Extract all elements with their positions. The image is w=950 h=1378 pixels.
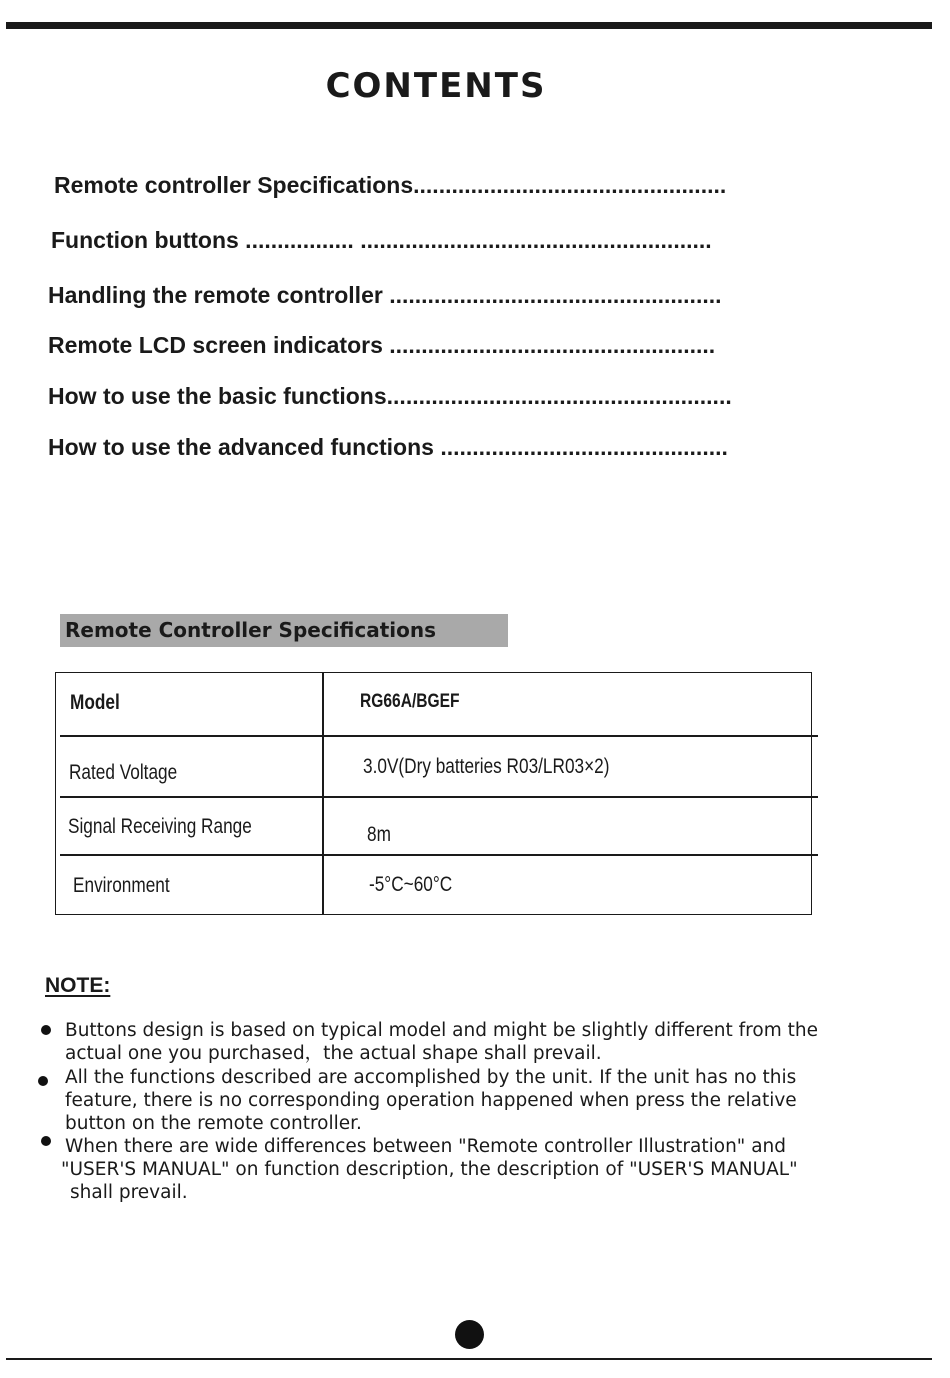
toc-item-label: Remote LCD screen indicators xyxy=(48,332,383,358)
bottom-rule xyxy=(6,1358,932,1360)
table-row-divider xyxy=(60,735,818,737)
note-item xyxy=(65,1019,818,1065)
table-row-divider xyxy=(60,854,818,856)
spec-value-rated-voltage: 3.0V(Dry batteries R03/LR03×2) xyxy=(363,755,610,778)
spec-table xyxy=(55,672,812,915)
note-line: Buttons design is based on typical model and might be slightly different from the xyxy=(65,1020,818,1041)
toc-item-leader: ................................................. xyxy=(413,172,727,198)
top-rule xyxy=(6,22,932,29)
note-line: "USER'S MANUAL" on function description, the description of "USER'S MANUAL" xyxy=(61,1159,798,1180)
note-heading: NOTE: xyxy=(45,974,111,997)
toc-item-leader: ...................................................... xyxy=(386,383,732,409)
toc-item-leader: ................................................... xyxy=(382,332,716,358)
note-line: All the functions described are accomplished by the unit. If the unit has no this xyxy=(65,1067,797,1088)
spec-label-signal-range: Signal Receiving Range xyxy=(68,815,252,838)
toc-item[interactable] xyxy=(48,332,820,359)
note-line: actual one you purchased，the actual shape shall prevail. xyxy=(65,1043,602,1064)
toc-item-label: Function buttons xyxy=(51,227,239,253)
spec-value-environment: -5°C~60°C xyxy=(369,873,453,896)
spec-label-environment: Environment xyxy=(73,874,170,897)
toc-item[interactable] xyxy=(48,383,838,410)
spec-label-model: Model xyxy=(70,691,120,714)
note-item xyxy=(61,1135,798,1204)
toc-item-leader: ............................................. xyxy=(433,434,728,460)
page-number-dot xyxy=(455,1320,484,1349)
toc-item[interactable] xyxy=(48,434,834,461)
page-title: CONTENTS xyxy=(325,66,547,106)
toc-item[interactable] xyxy=(48,282,828,309)
note-line: button on the remote controller. xyxy=(65,1113,362,1134)
toc-item-label: Handling the remote controller xyxy=(48,282,383,308)
toc-item-label: How to use the advanced functions xyxy=(48,434,434,460)
note-line: feature, there is no corresponding operation happened when press the relative xyxy=(65,1090,797,1111)
table-row-divider xyxy=(60,796,818,798)
toc-item-label: How to use the basic functions xyxy=(48,383,387,409)
bullet-icon xyxy=(41,1025,51,1035)
bullet-icon xyxy=(41,1136,51,1146)
spec-section-heading: Remote Controller Specifications xyxy=(60,614,508,647)
table-column-divider xyxy=(322,673,324,914)
spec-value-signal-range: 8m xyxy=(367,823,391,846)
spec-value-model: RG66A/BGEF xyxy=(360,691,460,712)
note-line: shall prevail. xyxy=(70,1182,188,1203)
toc-item-leader: .................................................... xyxy=(382,282,722,308)
toc-item[interactable] xyxy=(51,227,826,254)
note-item xyxy=(65,1066,797,1135)
toc-item-leader: ................. ....................................................... xyxy=(238,227,712,253)
toc-item-label: Remote controller Specifications xyxy=(54,172,414,198)
toc-item[interactable] xyxy=(54,172,834,199)
spec-label-rated-voltage: Rated Voltage xyxy=(69,761,178,784)
note-line: When there are wide differences between "Remote controller Illustration" and xyxy=(65,1136,787,1157)
bullet-icon xyxy=(38,1076,48,1086)
